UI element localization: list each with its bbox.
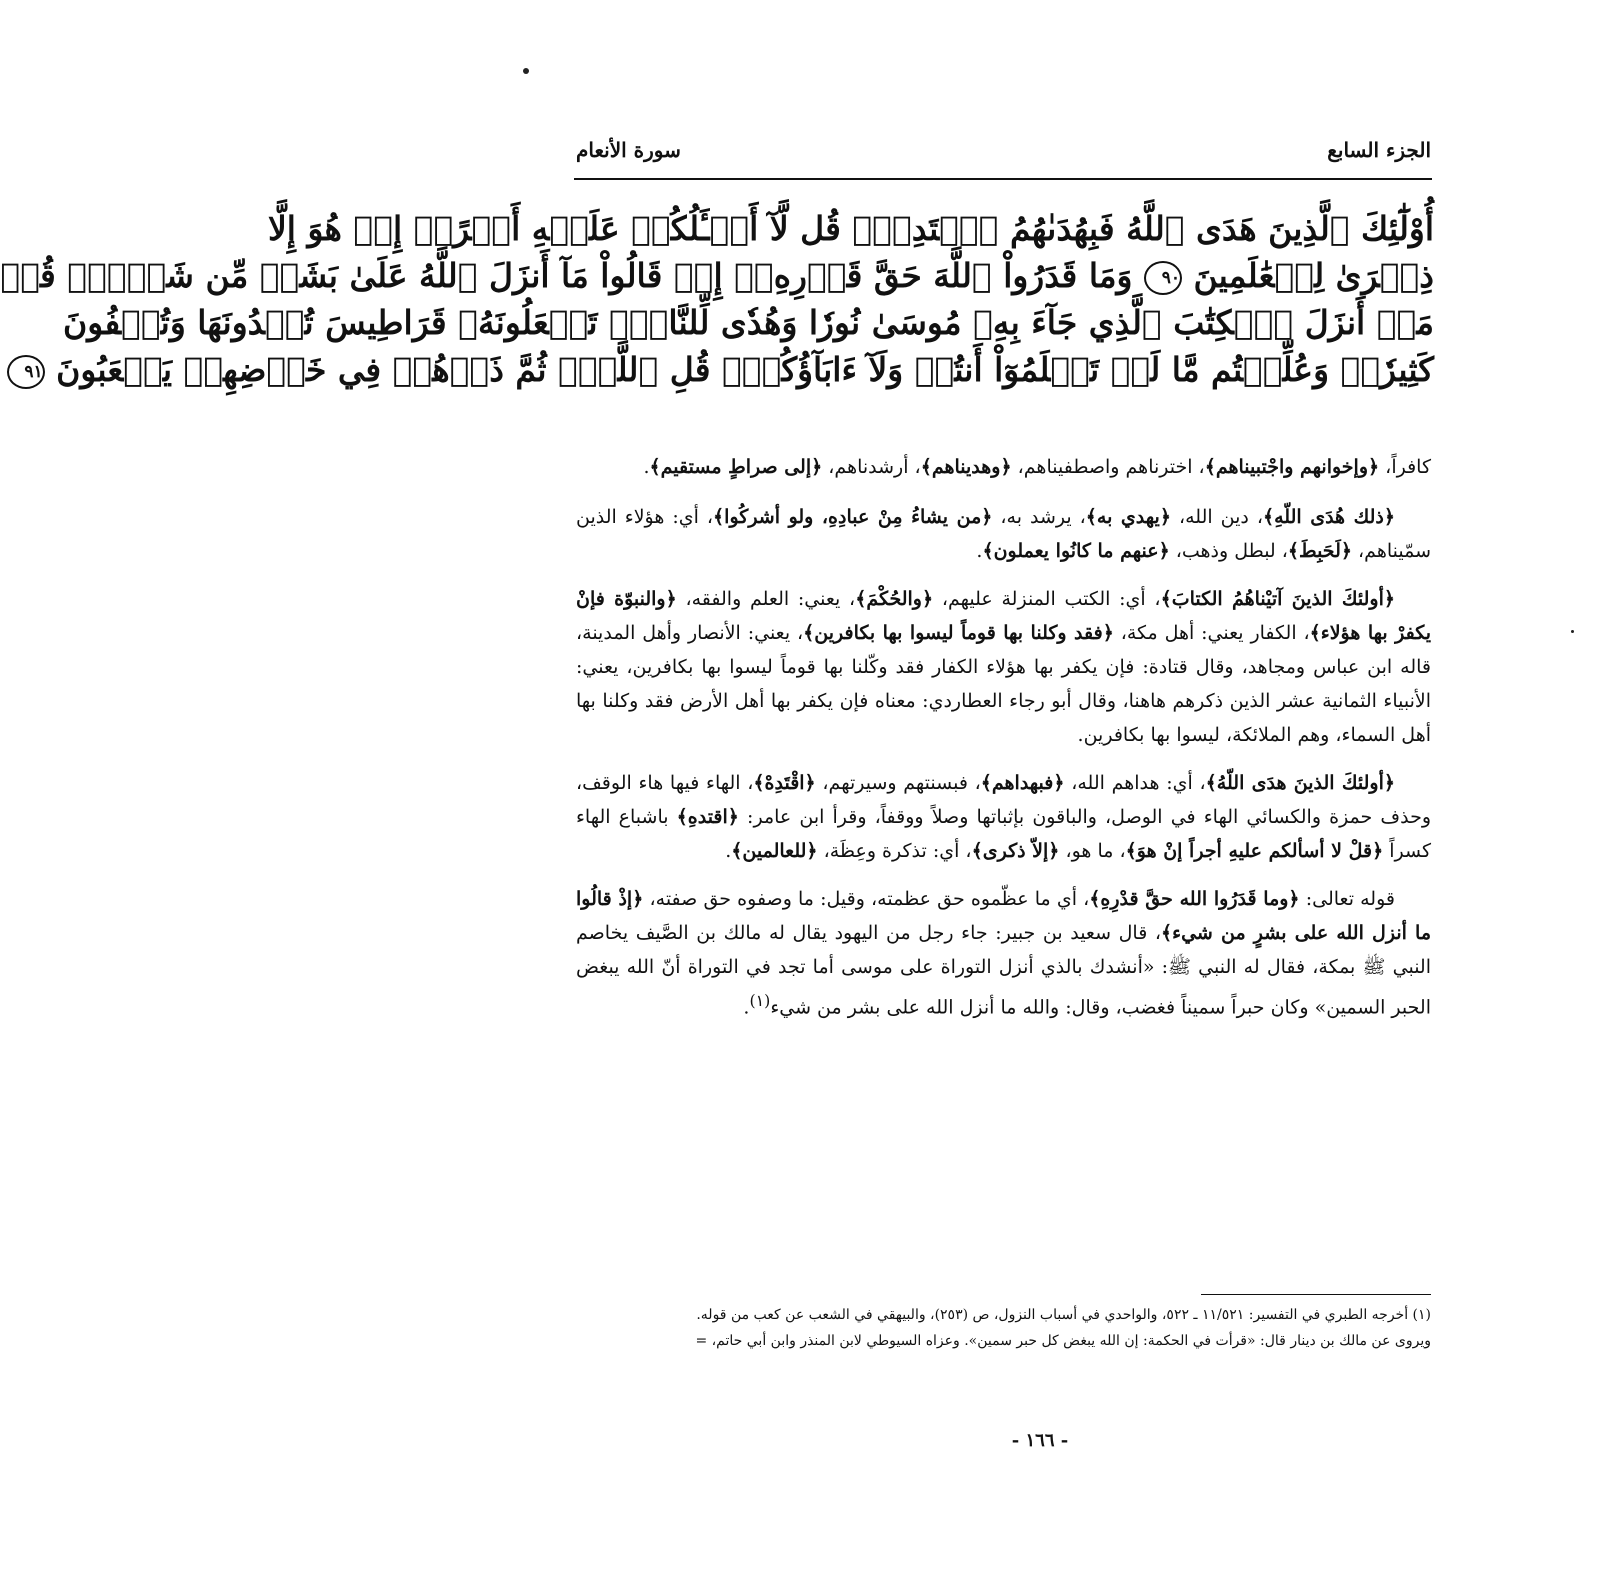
text-run: ، يرشد به، <box>992 506 1086 528</box>
footnote-reference: (١) <box>749 991 771 1010</box>
quoted-verse: ﴿أولئكَ الذينَ هدَى اللّهُ﴾ <box>1205 772 1395 794</box>
quoted-verse: ﴿اقْتَدِهْ﴾ <box>753 772 816 794</box>
quran-line <box>0 252 1434 299</box>
running-header <box>576 138 1431 162</box>
quoted-verse: ﴿وهديناهم﴾ <box>920 456 1012 478</box>
quran-line-text: أُوْلَٰٓئِكَ ٱلَّذِينَ هَدَى ٱللَّهُ فَبِهُدَىٰهُمُ ٱقۡتَدِهۡۗ قُل لَّآ أَسۡـَٔلُكُمۡ عَلَيۡهِ أَجۡرًاۖ إِنۡ هُوَ إِلَّا <box>267 209 1434 248</box>
stray-dot <box>1571 630 1574 633</box>
ayah-number-marker: ٩٠ <box>1144 261 1182 295</box>
quoted-verse: ﴿إذْ قالُوا ما أنزل الله على بشرٍ من شيء﴾ <box>576 888 1432 944</box>
footnote-divider <box>1201 1294 1431 1295</box>
ayah-number-marker: ٩١ <box>7 355 45 389</box>
quran-line <box>24 346 1434 393</box>
text-run: قوله تعالى: <box>1299 888 1395 910</box>
footnote-line: (١) أخرجه الطبري في التفسير: ١١/٥٢١ ـ ٥٢٢، والواحدي في أسباب النزول، ص (٢٥٣)، والبيهقي في الشعب عن كعب من قوله. <box>696 1307 1431 1323</box>
text-run: ، الهاء فيها هاء الوقف، وحذف حمزة والكسائي الهاء في الوصل، والباقون بإثباتها وصلاً ووقفاً، وقرأ ابن عامر: <box>576 772 1431 828</box>
quoted-verse: ﴿أولئكَ الذينَ آتيْناهُمُ الكتابَ﴾ <box>1160 588 1395 610</box>
text-run: ، قال سعيد بن جبير: جاء رجل من اليهود يقال له مالك بن الصَّيف يخاصم النبي ﷺ بمكة، فقال له النبي ﷺ: «أنشدك بالذي أنزل التوراة على موسى أما تجد في التوراة أنّ الله يبغض الحبر السمين» وكان حبراً سميناً فغضب، وقال: والله ما أنزل الله على بشر من شيء <box>576 922 1431 1019</box>
text-run: . <box>976 540 983 562</box>
text-run: ، ما هو، <box>1059 840 1126 862</box>
quran-line <box>267 205 1434 252</box>
quoted-verse: ﴿وما قَدَرُوا الله حقَّ قدْرِهِ﴾ <box>1089 888 1300 910</box>
tafsir-paragraph <box>576 450 1431 484</box>
text-run: ، دين الله، <box>1170 506 1263 528</box>
text-run: ، فبسنتهم وسيرتهم، <box>815 772 981 794</box>
text-run: ، أرشدناهم، <box>822 456 921 478</box>
text-run: ، أي ما عظّموه حق عظمته، وقيل: ما وصفوه حق صفته، <box>643 888 1090 910</box>
quran-line <box>63 299 1434 346</box>
footnotes <box>576 1302 1431 1354</box>
quoted-verse: ﴿اقتدهِ﴾ <box>676 806 739 828</box>
text-run: ، أي: تذكرة وعِظَة، <box>817 840 972 862</box>
tafsir-paragraph <box>576 582 1431 752</box>
quoted-verse: ﴿وإخوانهم واجْتبيناهم﴾ <box>1204 456 1380 478</box>
text-run: ، أي: الكتب المنزلة عليهم، <box>933 588 1161 610</box>
quran-line-text: ذِكۡرَىٰ لِلۡعَٰلَمِينَ <box>1193 256 1434 295</box>
quoted-verse: ﴿قلْ لا أسألكم عليهِ أجراً إنْ هوَ﴾ <box>1125 840 1384 862</box>
quoted-verse: ﴿من يشاءُ مِنْ عبادِهِ، ولو أشركُوا﴾ <box>713 506 993 528</box>
quran-line-text: مَنۡ أَنزَلَ ٱلۡكِتَٰبَ ٱلَّذِي جَآءَ بِهِۦ مُوسَىٰ نُورٗا وَهُدٗى لِّلنَّاسِۖ تَجۡعَلُونَهُۥ قَرَاطِيسَ تُبۡدُونَهَا وَتُخۡفُونَ <box>63 303 1434 342</box>
quoted-verse: ﴿فبهداهم﴾ <box>980 772 1065 794</box>
text-run: . <box>743 996 750 1019</box>
text-run: . <box>725 840 732 862</box>
quran-line-text: وَمَا قَدَرُواْ ٱللَّهَ حَقَّ قَدۡرِهِۦٓ إِذۡ قَالُواْ مَآ أَنزَلَ ٱللَّهُ عَلَىٰ بَشَرٖ مِّن شَيۡءٖۗ قُلۡ <box>0 256 1133 295</box>
text-run: ، يعني: الأنصار وأهل المدينة، قاله ابن عباس ومجاهد، وقال قتادة: فإن يكفر بها هؤلاء الكفار فقد وكّلنا بها قوماً ليسوا بها بكافرين، يعني: الأنبياء الثمانية عشر الذين ذكرهم هاهنا، وقال أبو رجاء العطاردي: معناه فإن يكفر بها أهل الأرض فقد وكلنا بها أهل السماء، وهم الملائكة، ليسوا بها بكافرين. <box>576 622 1431 746</box>
quoted-verse: ﴿ذلك هُدَى اللّهِ﴾ <box>1262 506 1396 528</box>
text-run: ، أي: هؤلاء الذين سمّيناهم، <box>576 506 1431 562</box>
text-run: ، لبطل وذهب، <box>1169 540 1288 562</box>
footnote-line: ويروى عن مالك بن دينار قال: «قرأت في الحكمة: إن الله يبغض كل حبر سمين». وعزاه السيوطي لابن المنذر وابن أبي حاتم، = <box>695 1333 1431 1349</box>
quran-line-text: كَثِيرٗاۖ وَعُلِّمۡتُم مَّا لَمۡ تَعۡلَمُوٓاْ أَنتُمۡ وَلَآ ءَابَآؤُكُمۡۖ قُلِ ٱللَّهُۖ ثُمَّ ذَرۡهُمۡ فِي خَوۡضِهِمۡ يَلۡعَبُونَ <box>56 350 1434 389</box>
quoted-verse: ﴿عنهم ما كانُوا يعملون﴾ <box>982 540 1170 562</box>
quran-text-block <box>0 205 1434 393</box>
text-run: كافراً، <box>1379 456 1431 478</box>
quoted-verse: ﴿إلى صراطٍ مستقيم﴾ <box>649 456 823 478</box>
text-run: ، يعني: العلم والفقه، <box>676 588 856 610</box>
quoted-verse: ﴿فقد وكلنا بها قوماً ليسوا بها بكافرين﴾ <box>803 622 1114 644</box>
text-run: ، الكفار يعني: أهل مكة، <box>1113 622 1310 644</box>
part-label: الجزء السابع <box>1327 138 1431 162</box>
header-divider <box>574 178 1432 180</box>
quoted-verse: ﴿إلاّ ذكرى﴾ <box>971 840 1060 862</box>
text-run: ، اخترناهم واصطفيناهم، <box>1011 456 1205 478</box>
page-number: - ١٦٦ - <box>1011 1430 1069 1451</box>
quoted-verse: ﴿للعالمين﴾ <box>731 840 818 862</box>
quoted-verse: ﴿والحُكْمَ﴾ <box>855 588 934 610</box>
quoted-verse: ﴿والنبوّة فإنْ يكفرْ بها هؤلاء﴾ <box>576 588 1431 644</box>
surah-label: سورة الأنعام <box>576 138 681 162</box>
text-run: ، أي: هداهم الله، <box>1064 772 1206 794</box>
tafsir-paragraph <box>576 882 1431 1024</box>
text-run: . <box>643 456 650 478</box>
stray-dot <box>523 68 529 74</box>
tafsir-paragraph <box>576 500 1431 568</box>
tafsir-paragraph <box>576 766 1431 868</box>
text-run: باشباع الهاء كسراً <box>576 806 1431 862</box>
quoted-verse: ﴿يهدي به﴾ <box>1085 506 1171 528</box>
quoted-verse: ﴿لَحَبِطَ﴾ <box>1287 540 1352 562</box>
tafsir-body <box>576 450 1431 1038</box>
